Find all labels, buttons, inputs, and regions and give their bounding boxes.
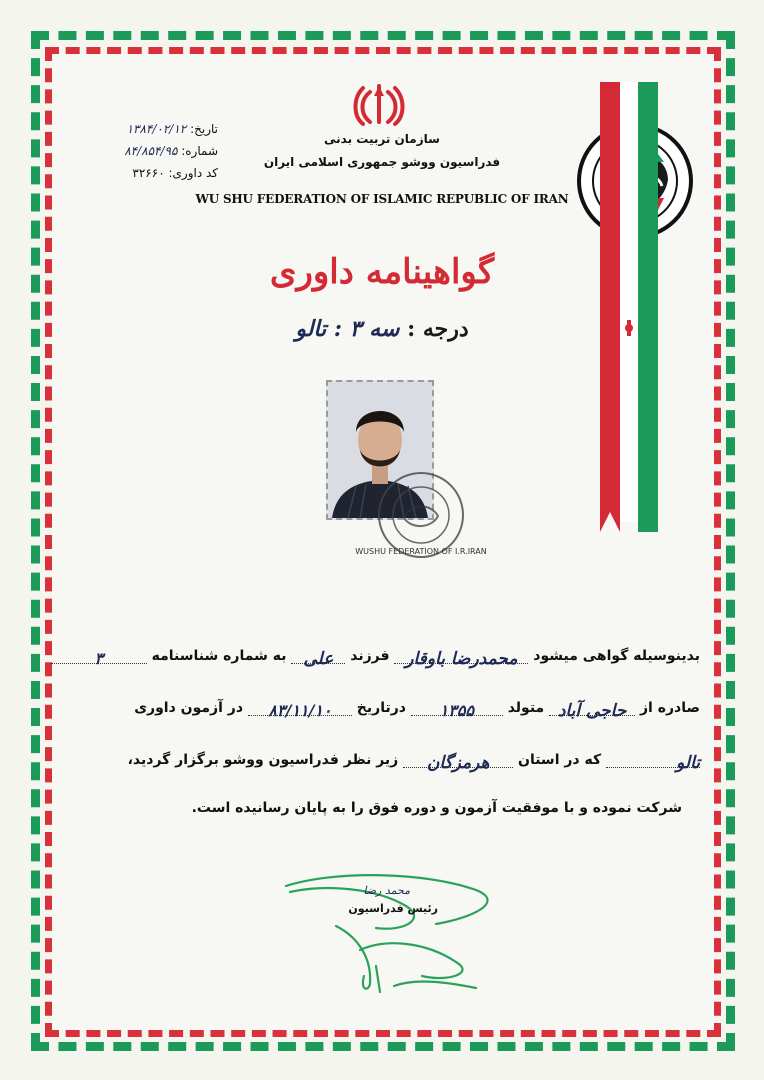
id-label: به شماره شناسنامه [151,648,287,664]
number-label: شماره: [181,144,218,158]
date-value: ۱۳۸۴/۰۲/۱۲ [126,122,187,136]
father-name: علی [291,649,345,664]
line1-prefix: بدینوسیله گواهی میشود [533,648,700,664]
exam-label: در آزمون داوری [134,700,244,716]
issued-place: حاجی آباد [549,701,635,716]
number-value: ۸۴/۸۵۴/۹۵ [124,144,178,158]
degree-label: درجه : [407,316,469,342]
line3-suffix: زیر نظر فدراسیون ووشو برگزار گردید، [127,752,399,768]
org-line-2: فدراسیون ووشو جمهوری اسلامی ایران [263,155,501,169]
province-label: که در استان [518,752,602,768]
date-label: تاریخ: [190,122,218,136]
body-line-2 [134,700,700,721]
referee-code-value: ۳۲۶۶۰ [132,166,165,180]
signature-title: رئیس فدراسیون [348,902,438,915]
born-year: ۱۳۵۵ [411,701,503,716]
certificate-title: گواهینامه داوری [269,252,495,292]
org-english: WU SHU FEDERATION OF ISLAMIC REPUBLIC OF IRAN [195,192,569,206]
body-line-4: شرکت نموده و با موفقیت آزمون و دوره فوق را به پایان رسانیده است. [191,800,682,816]
holder-name: محمدرضا باوقار [394,649,528,664]
iran-flag-ribbon [598,82,662,537]
stamp-text: WUSHU FEDERATION OF I.R.IRAN [355,547,487,556]
exam-date: ۸۳/۱۱/۱۰ [248,701,352,716]
federation-stamp [355,468,487,562]
degree-value: سه ۳ : تالو [295,316,400,342]
id-number: ۳ [51,649,147,664]
signature-name: محمد رضا [363,884,410,897]
referee-code-label: کد داوری: [168,166,218,180]
child-of-label: فرزند [350,648,390,664]
exam-style: تالو [606,753,700,768]
issued-label: صادره از [639,700,700,716]
born-label: متولد [507,700,545,716]
body-line-1 [51,648,700,669]
body-line-3 [127,752,700,773]
iran-emblem-icon [352,82,406,126]
province-name: هرمزگان [403,753,513,768]
exam-date-label: درتاریخ [356,700,406,716]
degree-row [0,316,764,342]
org-line-1: سازمان تربیت بدنی [324,132,440,146]
